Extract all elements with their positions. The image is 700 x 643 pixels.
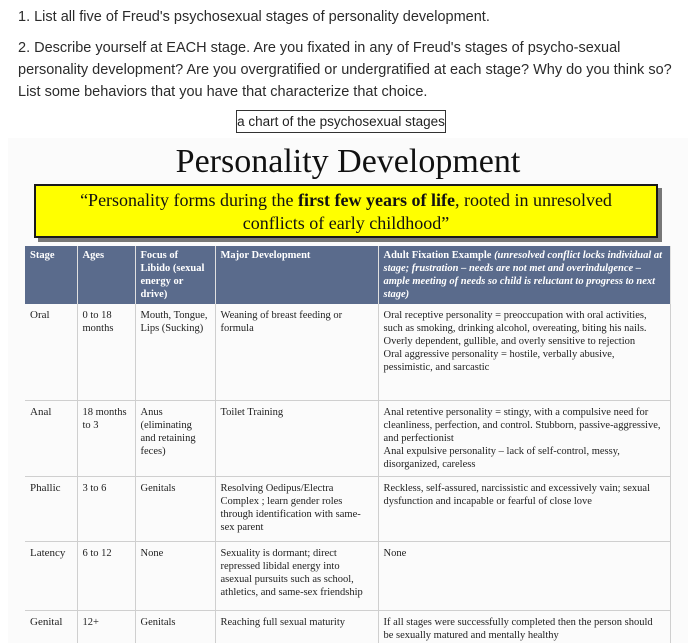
- cell-major: Sexuality is dormant; direct repressed libidal energy into asexual pursuits such as school, athletics, and same-sex friendship: [215, 542, 378, 611]
- table-row: [25, 542, 670, 611]
- quote-pre: “Personality forms during the: [80, 190, 299, 210]
- header-major: Major Development: [215, 246, 378, 304]
- table-row: [25, 477, 670, 542]
- header-fixation-lead: Adult Fixation Example: [383, 250, 492, 261]
- chart-image[interactable]: [8, 138, 688, 643]
- cell-focus: Genitals: [135, 477, 215, 542]
- cell-focus: Genitals: [135, 611, 215, 643]
- cell-fixation: None: [378, 542, 670, 611]
- question-2: 2. Describe yourself at EACH stage. Are you fixated in any of Freud's stages of psycho-sexual personality development? Are you overgratified or undergratified at each stage? Why do you think so? List some behaviors that you have that characterize that choice.: [18, 40, 672, 100]
- cell-major: Weaning of breast feeding or formula: [215, 304, 378, 401]
- cell-major: Reaching full sexual maturity: [215, 611, 378, 643]
- cell-fixation: [378, 304, 670, 401]
- question-1: 1. List all five of Freud's psychosexual stages of personality development.: [18, 9, 490, 25]
- quote-bold: first few years of life: [298, 190, 455, 210]
- cell-focus: None: [135, 542, 215, 611]
- cell-ages: 6 to 12: [77, 542, 135, 611]
- table-row: [25, 401, 670, 477]
- cell-major: Resolving Oedipus/Electra Complex ; learn gender roles through identification with same-sex parent: [215, 477, 378, 542]
- image-title: Personality Development: [175, 143, 521, 180]
- cell-major: Toilet Training: [215, 401, 378, 477]
- fixation-line-2: Oral aggressive personality = hostile, verbally abusive, pessimistic, and sarcastic: [383, 349, 615, 373]
- cell-fixation: [378, 401, 670, 477]
- cell-ages: 0 to 18 months: [77, 304, 135, 401]
- cell-focus: Mouth, Tongue, Lips (Sucking): [135, 304, 215, 401]
- cell-stage: Genital: [25, 611, 77, 643]
- header-stage: Stage: [25, 246, 77, 304]
- table-header-row: [25, 246, 670, 304]
- header-focus: Focus of Libido (sexual energy or drive): [135, 246, 215, 304]
- fixation-line-2: Anal expulsive personality – lack of self-control, messy, disorganized, careless: [383, 446, 620, 470]
- cell-stage: Latency: [25, 542, 77, 611]
- quote-banner: [34, 184, 658, 238]
- header-fixation-note: (unresolved conflict locks individual at stage; frustration – needs are not met and overindulgence – ample meeting of needs so child is reluctant to progress to next stage): [383, 250, 663, 300]
- cell-stage: Oral: [25, 304, 77, 401]
- header-ages: Ages: [77, 246, 135, 304]
- header-fixation: [378, 246, 670, 304]
- cell-stage: Anal: [25, 401, 77, 477]
- fixation-line: Oral receptive personality = preoccupation with oral activities, such as smoking, drinking alcohol, overeating, biting his nails. Overly dependent, gullible, and overly sensitive to rejection: [383, 310, 647, 347]
- image-caption: a chart of the psychosexual stages: [236, 110, 446, 133]
- cell-ages: 12+: [77, 611, 135, 643]
- fixation-line: Anal retentive personality = stingy, with a compulsive need for cleanliness, perfection, and control. Stubborn, passive-aggressive, and perfectionist: [383, 407, 661, 444]
- table-row: [25, 304, 670, 401]
- cell-ages: 3 to 6: [77, 477, 135, 542]
- cell-stage: Phallic: [25, 477, 77, 542]
- table-row: [25, 611, 670, 643]
- quote-post: , rooted in unresolved conflicts of early childhood”: [242, 190, 612, 233]
- cell-ages: 18 months to 3: [77, 401, 135, 477]
- stages-table: [25, 246, 671, 643]
- cell-focus: Anus (eliminating and retaining feces): [135, 401, 215, 477]
- cell-fixation: Reckless, self-assured, narcissistic and excessively vain; sexual dysfunction and incapable or fearful of close love: [378, 477, 670, 542]
- cell-fixation: If all stages were successfully completed then the person should be sexually matured and mentally healthy: [378, 611, 670, 643]
